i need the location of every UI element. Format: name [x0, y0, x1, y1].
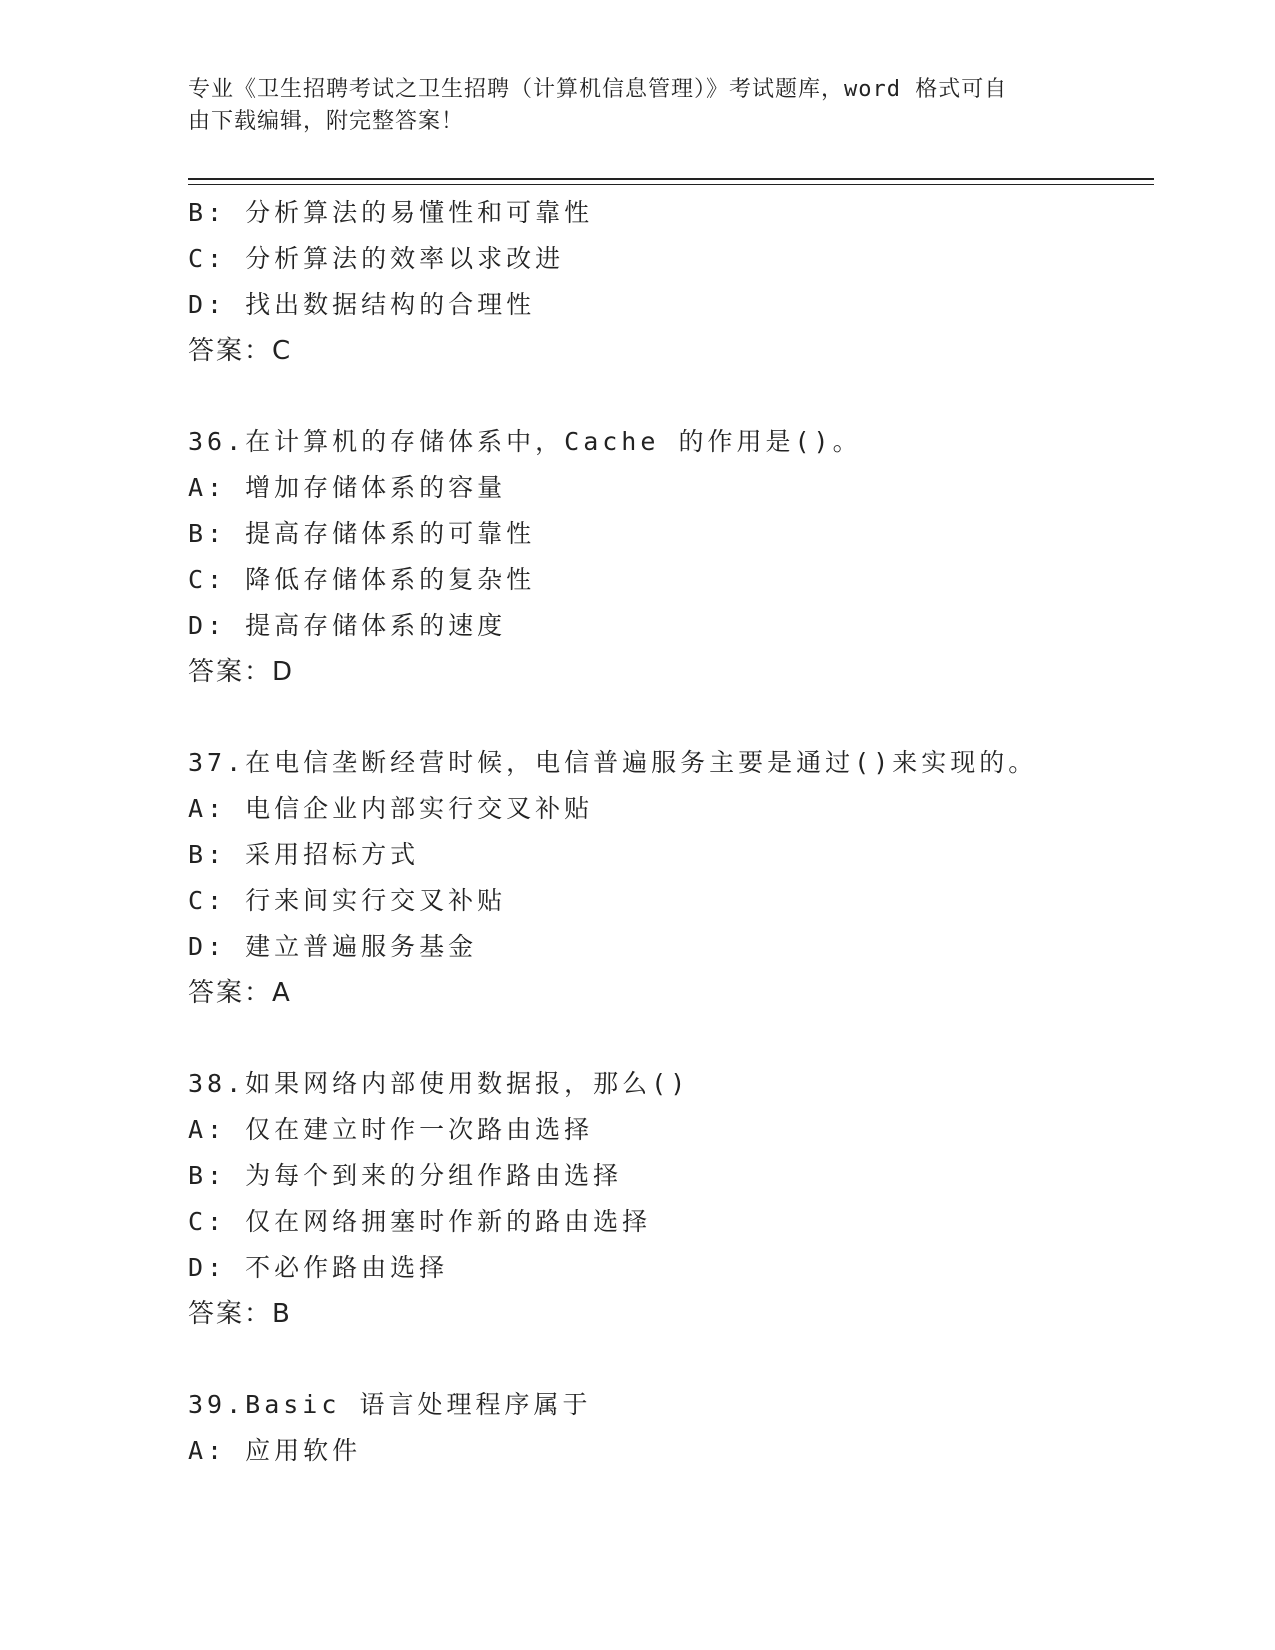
- question-36: [188, 419, 1154, 695]
- option-c: C: 分析算法的效率以求改进: [188, 244, 565, 273]
- option-a: A: 仅在建立时作一次路由选择: [188, 1115, 594, 1144]
- answer: 答案：A: [188, 978, 292, 1008]
- option-a: A: 应用软件: [188, 1436, 362, 1465]
- spacer: [188, 1337, 1154, 1382]
- option-b: B: 提高存储体系的可靠性: [188, 519, 536, 548]
- answer: 答案：D: [188, 657, 295, 687]
- header-line-1: 专业《卫生招聘考试之卫生招聘（计算机信息管理）》考试题库，word 格式可自: [188, 77, 1008, 102]
- option-b: B: 分析算法的易懂性和可靠性: [188, 198, 594, 227]
- option-c: C: 行来间实行交叉补贴: [188, 886, 507, 915]
- question-35-continued: [188, 190, 1154, 374]
- option-d: D: 提高存储体系的速度: [188, 611, 507, 640]
- option-c: C: 仅在网络拥塞时作新的路由选择: [188, 1207, 652, 1236]
- header-rule-thin: [188, 184, 1154, 185]
- question-37: [188, 740, 1154, 1016]
- option-b: B: 为每个到来的分组作路由选择: [188, 1161, 623, 1190]
- question-list: [188, 190, 1154, 1474]
- header-line-2: 由下载编辑，附完整答案！: [188, 109, 465, 134]
- option-d: D: 找出数据结构的合理性: [188, 290, 536, 319]
- option-c: C: 降低存储体系的复杂性: [188, 565, 536, 594]
- option-a: A: 电信企业内部实行交叉补贴: [188, 794, 594, 823]
- question-stem: 37.在电信垄断经营时候，电信普遍服务主要是通过()来实现的。: [188, 748, 1038, 777]
- question-stem: 38.如果网络内部使用数据报，那么(): [188, 1069, 690, 1098]
- option-a: A: 增加存储体系的容量: [188, 473, 507, 502]
- question-stem: 36.在计算机的存储体系中，Cache 的作用是()。: [188, 427, 862, 456]
- option-b: B: 采用招标方式: [188, 840, 420, 869]
- header-rule-thick: [188, 178, 1154, 180]
- question-38: [188, 1061, 1154, 1337]
- answer: 答案：C: [188, 336, 293, 366]
- question-39: [188, 1382, 1154, 1474]
- document-header: [188, 74, 1088, 138]
- spacer: [188, 374, 1154, 419]
- spacer: [188, 1016, 1154, 1061]
- question-stem: 39.Basic 语言处理程序属于: [188, 1390, 592, 1419]
- option-d: D: 建立普遍服务基金: [188, 932, 478, 961]
- option-d: D: 不必作路由选择: [188, 1253, 449, 1282]
- answer: 答案：B: [188, 1299, 292, 1329]
- spacer: [188, 695, 1154, 740]
